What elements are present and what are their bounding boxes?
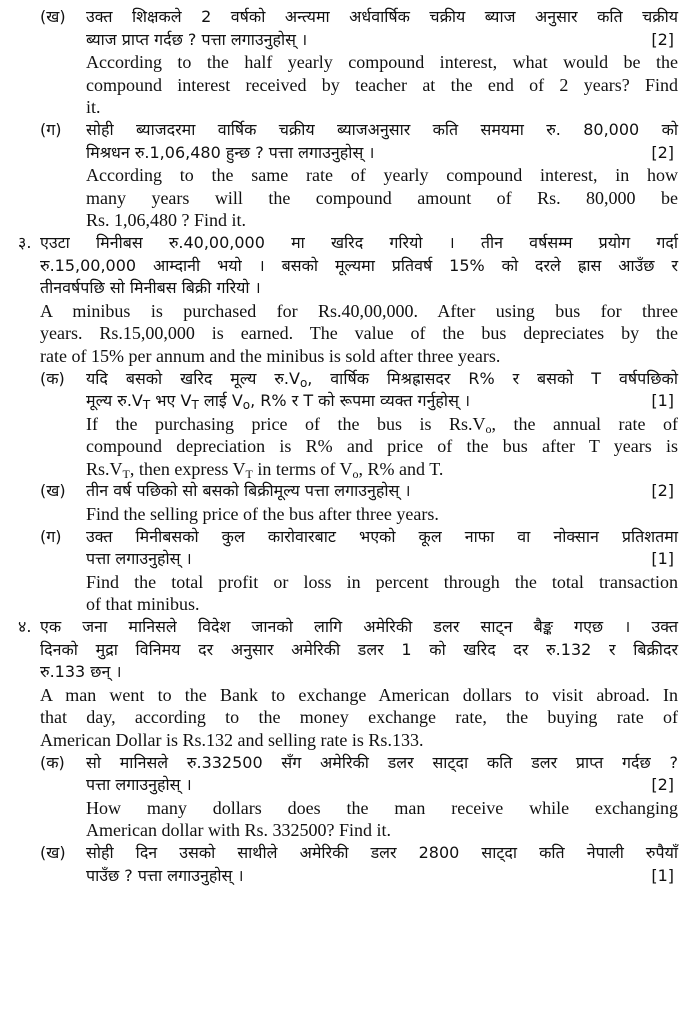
q2b-en-line-2: compound interest received by teacher at the end of 2 years? Find (86, 74, 678, 95)
q4a-marks: [2] (651, 775, 674, 795)
q2c-label: (ग) (40, 119, 62, 139)
q4-number: ४. (18, 617, 32, 637)
q2b-en-line-1: According to the half yearly compound interest, what would be the (86, 52, 678, 73)
q4a-en-line-1: How many dollars does the man receive while exchanging (86, 797, 678, 818)
q3c-label: (ग) (40, 526, 62, 546)
q3a-np-line-1: (क) यदि बसको खरिद मूल्य $रु.V_o$, वार्षिक मिश्रह्रासदर R% र बसको T वर्षपछिको (40, 368, 678, 390)
q3c-np-line-1: (ग) उक्त मिनीबसको कुल कारोवारबाट भएको कूल नाफा वा नोक्सान प्रतिशतमा (18, 526, 678, 549)
q3-number: ३. (18, 232, 32, 252)
q4b-np-line-2: पाउँछ ? पत्ता लगाउनुहोस् । [1] (18, 865, 678, 888)
q3b-en-line-1: Find the selling price of the bus after three years. (86, 504, 439, 525)
q4a-np-line-2: पत्ता लगाउनुहोस् । [2] (18, 774, 678, 797)
q3a-label: (क) (40, 368, 65, 388)
q3a-marks: [1] (651, 391, 674, 411)
q4-np-line-2: दिनको मुद्रा विनिमय दर अनुसार अमेरिकी डलर 1 को खरिद दर रु.132 र बिक्रीदर (40, 639, 678, 659)
q3a-np-line-2: मूल्य $रु.V_T$ भए $V_T$ लाई $V_o$, R% र T को रूपमा व्यक्त गर्नुहोस् । [1] (86, 391, 674, 413)
q4a-label: (क) (40, 752, 65, 772)
q2b-marks: [2] (651, 29, 674, 49)
q3b-marks: [2] (651, 481, 674, 501)
q3a-en-line-3: $Rs.V_T$, then express $V_T$ in terms of $V_o$, R% and T. (86, 458, 444, 481)
q3a-en-line-2: compound depreciation is R% and price of the bus after T years is (86, 436, 678, 457)
q2c-en-line-3: Rs. 1,06,480 ? Find it. (86, 210, 247, 231)
q3-np-line-1: ३. एउटा मिनीबस रु.40,00,000 मा खरिद गरियो । तीन वर्षसम्म प्रयोग गर्दा (18, 232, 678, 255)
q4-en-line-3: American Dollar is Rs.132 and selling rate is Rs.133. (40, 730, 424, 750)
q2c-np-line-2: मिश्रधन रु.1,06,480 हुन्छ ? पत्ता लगाउनुहोस् । [2] (18, 142, 678, 165)
q3-np-line-2: रु.15,00,000 आम्दानी भयो । बसको मूल्यमा प्रतिवर्ष 15% को दरले ह्रास आउँछ र (40, 255, 678, 275)
q2b-label: (ख) (40, 7, 66, 26)
q3-np-line-3: तीनवर्षपछि सो मिनीबस बिक्री गरियो । (40, 278, 261, 298)
q2c-en-line-1: According to the same rate of yearly compound interest, in how (86, 165, 678, 186)
q3-en-line-1: A minibus is purchased for Rs.40,00,000. After using bus for three (40, 300, 678, 321)
q3c-marks: [1] (651, 549, 674, 569)
q3c-np-line-2: पत्ता लगाउनुहोस् । [1] (18, 548, 678, 571)
q4b-marks: [1] (651, 865, 674, 885)
q2c-np-line-1: (ग) सोही ब्याजदरमा वार्षिक चक्रीय ब्याजअनुसार कति समयमा रु. 80,000 को (18, 119, 678, 142)
q3a-en-line-1: If the purchasing price of the bus is $Rs.V_o$, the annual rate of (86, 413, 679, 436)
q4b-label: (ख) (40, 842, 66, 862)
q3c-en-line-2: of that minibus. (86, 594, 200, 615)
q3-en-line-3: rate of 15% per annum and the minibus is sold after three years. (40, 345, 501, 366)
q4a-en-line-2: American dollar with Rs. 332500? Find it. (86, 820, 391, 841)
q2c-marks: [2] (651, 142, 674, 162)
q2b-en-line-3: it. (86, 97, 101, 118)
q3b-label: (ख) (40, 481, 66, 501)
q4-en-line-1: A man went to the Bank to exchange American dollars to visit abroad. In (40, 684, 678, 705)
q3-en-line-2: years. Rs.15,00,000 is earned. The value of the bus depreciates by the (40, 323, 678, 344)
q4a-np-line-1: (क) सो मानिसले रु.332500 सँग अमेरिकी डलर साट्दा कति डलर प्राप्त गर्दछ ? (18, 752, 678, 775)
q2c-en-line-2: many years will the compound amount of Rs. 80,000 be (86, 187, 678, 208)
q2b-np-line-1: (ख) उक्त शिक्षकले 2 वर्षको अन्त्यमा अर्धवार्षिक चक्रीय ब्याज अनुसार कति चक्रीय (18, 6, 678, 29)
q3b-np-line-1: (ख) तीन वर्ष पछिको सो बसको बिक्रीमूल्य पत्ता लगाउनुहोस् । [2] (18, 480, 678, 503)
q3c-en-line-1: Find the total profit or loss in percent through the total transaction (86, 571, 678, 592)
q4-np-line-3: रु.133 छन् । (40, 662, 122, 682)
exam-page (18, 0, 678, 887)
q4-np-line-1: ४. एक जना मानिसले विदेश जानको लागि अमेरिकी डलर साट्न बैङ्क गएछ । उक्त (18, 616, 678, 639)
q2b-np-line-2: ब्याज प्राप्त गर्दछ ? पत्ता लगाउनुहोस् । [2] (18, 29, 678, 52)
q4b-np-line-1: (ख) सोही दिन उसको साथीले अमेरिकी डलर 2800 साट्दा कति नेपाली रुपैयाँ (18, 842, 678, 865)
q4-en-line-2: that day, according to the money exchange rate, the buying rate of (40, 707, 678, 728)
